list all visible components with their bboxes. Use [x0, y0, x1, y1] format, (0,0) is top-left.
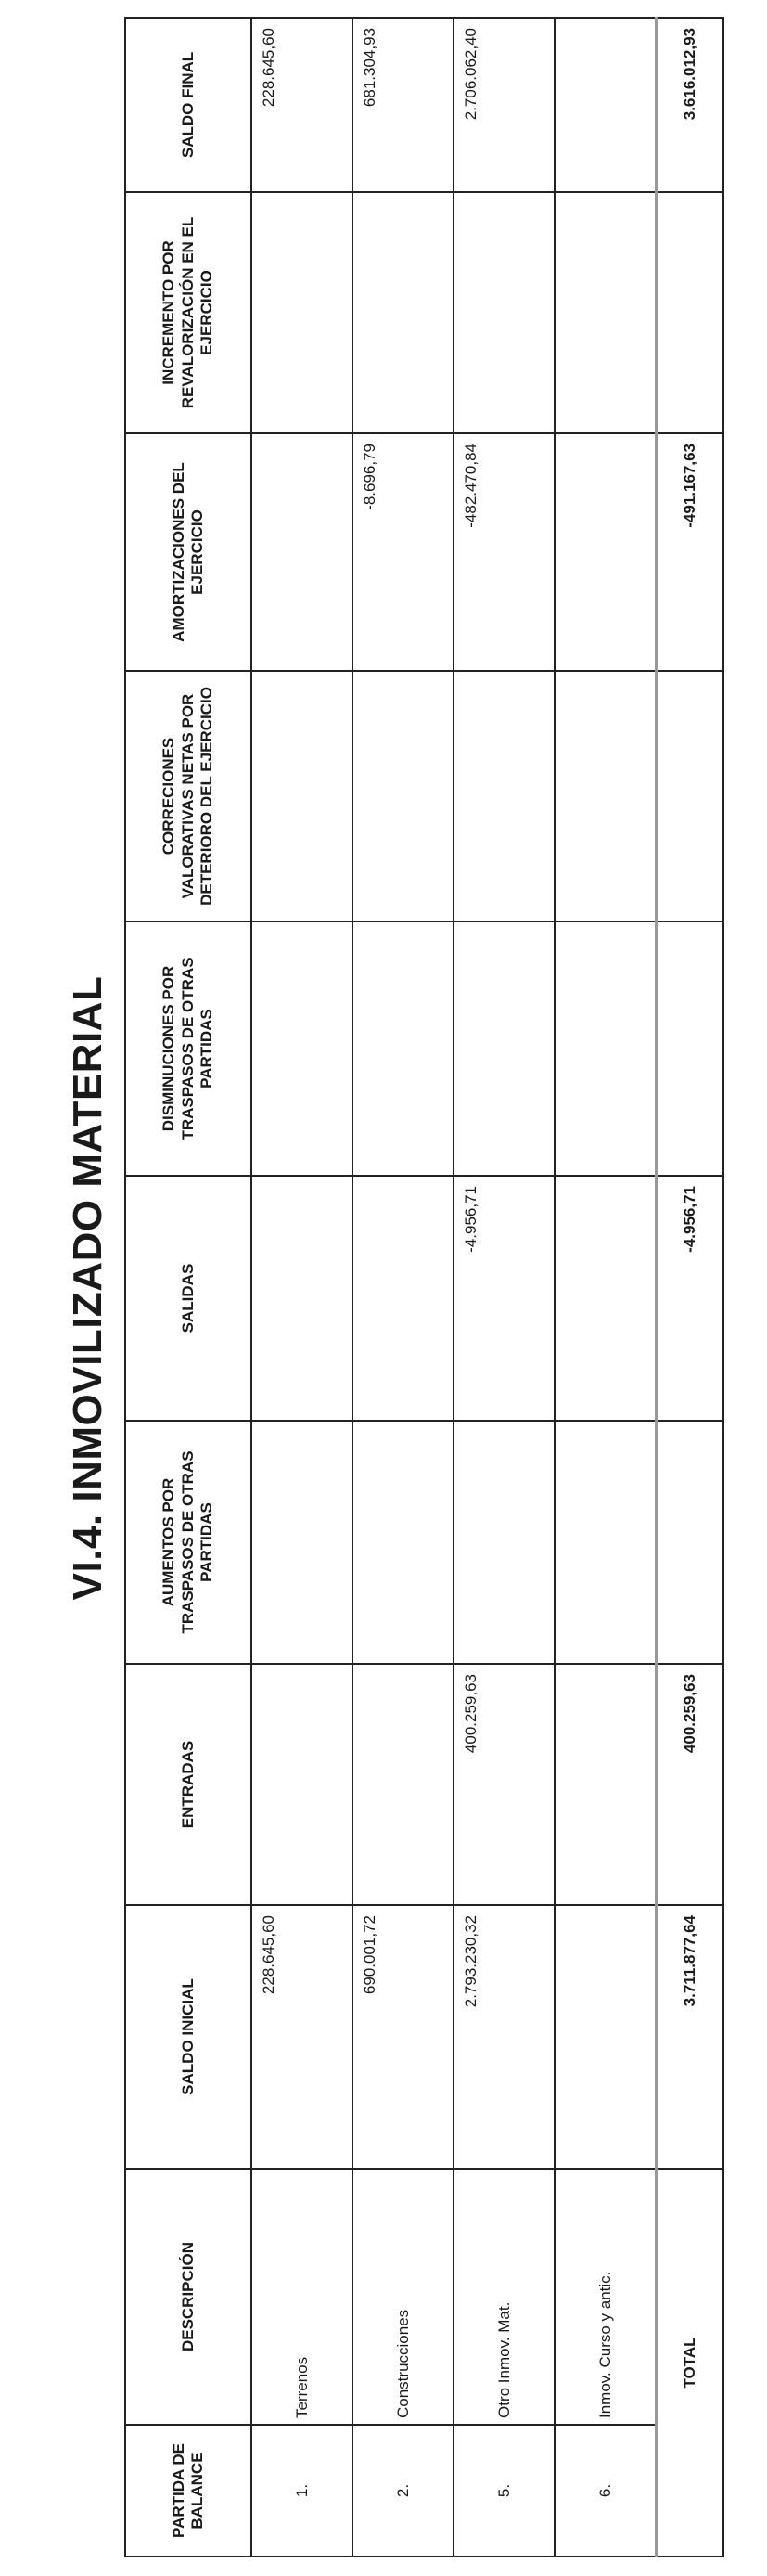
row-description: Inmov. Curso y antic.	[555, 2169, 657, 2425]
total-incremento	[657, 192, 724, 433]
cell-correcciones	[555, 671, 657, 921]
cell-saldo-final	[555, 18, 657, 192]
cell-saldo-inicial: 690.001,72	[352, 1905, 454, 2169]
table-row	[352, 18, 454, 2557]
cell-amortizaciones: -482.470,84	[454, 433, 555, 671]
cell-disminuciones	[352, 921, 454, 1176]
cell-correcciones	[454, 671, 555, 921]
cell-aumentos	[251, 1421, 352, 1664]
header-saldo-final: SALDO FINAL	[125, 18, 251, 192]
header-incremento: INCREMENTO POR REVALORIZACIÓN EN EL EJERCICIO	[125, 192, 251, 433]
cell-saldo-inicial: 2.793.230,32	[454, 1905, 555, 2169]
inmovilizado-table	[124, 17, 724, 2557]
cell-disminuciones	[555, 921, 657, 1176]
cell-salidas	[251, 1176, 352, 1421]
row-code: 2.	[352, 2425, 454, 2557]
header-aumentos: AUMENTOS POR TRASPASOS DE OTRAS PARTIDAS	[125, 1421, 251, 1664]
cell-saldo-final: 681.304,93	[352, 18, 454, 192]
total-label: TOTAL	[657, 2169, 724, 2557]
cell-saldo-final: 2.706.062,40	[454, 18, 555, 192]
cell-entradas	[555, 1664, 657, 1905]
row-code: 1.	[251, 2425, 352, 2557]
header-correcciones: CORRECIONES VALORATIVAS NETAS POR DETERIORO DEL EJERCICIO	[125, 671, 251, 921]
cell-saldo-inicial: 228.645,60	[251, 1905, 352, 2169]
header-partida: PARTIDA DE BALANCE	[125, 2425, 251, 2557]
header-disminuciones: DISMINUCIONES POR TRASPASOS DE OTRAS PARTIDAS	[125, 921, 251, 1176]
cell-entradas	[352, 1664, 454, 1905]
row-code: 5.	[454, 2425, 555, 2557]
cell-incremento	[454, 192, 555, 433]
total-amortizaciones: -491.167,63	[657, 433, 724, 671]
total-aumentos	[657, 1421, 724, 1664]
row-description: Otro Inmov. Mat.	[454, 2169, 555, 2425]
cell-aumentos	[555, 1421, 657, 1664]
total-saldo-inicial: 3.711.877,64	[657, 1905, 724, 2169]
row-description: Terrenos	[251, 2169, 352, 2425]
cell-entradas: 400.259,63	[454, 1664, 555, 1905]
total-entradas: 400.259,63	[657, 1664, 724, 1905]
cell-correcciones	[352, 671, 454, 921]
header-descripcion: DESCRIPCIÓN	[125, 2169, 251, 2425]
total-disminuciones	[657, 921, 724, 1176]
cell-saldo-final: 228.645,60	[251, 18, 352, 192]
cell-salidas	[555, 1176, 657, 1421]
header-amortizaciones: AMORTIZACIONES DEL EJERCICIO	[125, 433, 251, 671]
total-correcciones	[657, 671, 724, 921]
cell-salidas: -4.956,71	[454, 1176, 555, 1421]
header-saldo-inicial: SALDO INICIAL	[125, 1905, 251, 2169]
cell-salidas	[352, 1176, 454, 1421]
header-entradas: ENTRADAS	[125, 1664, 251, 1905]
cell-incremento	[555, 192, 657, 433]
cell-amortizaciones	[251, 433, 352, 671]
table-row	[251, 18, 352, 2557]
row-code: 6.	[555, 2425, 657, 2557]
header-salidas: SALIDAS	[125, 1176, 251, 1421]
table-row	[555, 18, 657, 2557]
table-row	[454, 18, 555, 2557]
row-description: Construcciones	[352, 2169, 454, 2425]
cell-aumentos	[352, 1421, 454, 1664]
cell-amortizaciones	[555, 433, 657, 671]
cell-disminuciones	[251, 921, 352, 1176]
cell-aumentos	[454, 1421, 555, 1664]
total-row	[657, 18, 724, 2557]
total-salidas: -4.956,71	[657, 1176, 724, 1421]
cell-correcciones	[251, 671, 352, 921]
cell-entradas	[251, 1664, 352, 1905]
cell-saldo-inicial	[555, 1905, 657, 2169]
cell-incremento	[352, 192, 454, 433]
table-header-row	[125, 18, 251, 2557]
total-saldo-final: 3.616.012,93	[657, 18, 724, 192]
page-title: VI.4. INMOVILIZADO MATERIAL	[65, 975, 110, 1601]
cell-disminuciones	[454, 921, 555, 1176]
cell-amortizaciones: -8.696,79	[352, 433, 454, 671]
cell-incremento	[251, 192, 352, 433]
